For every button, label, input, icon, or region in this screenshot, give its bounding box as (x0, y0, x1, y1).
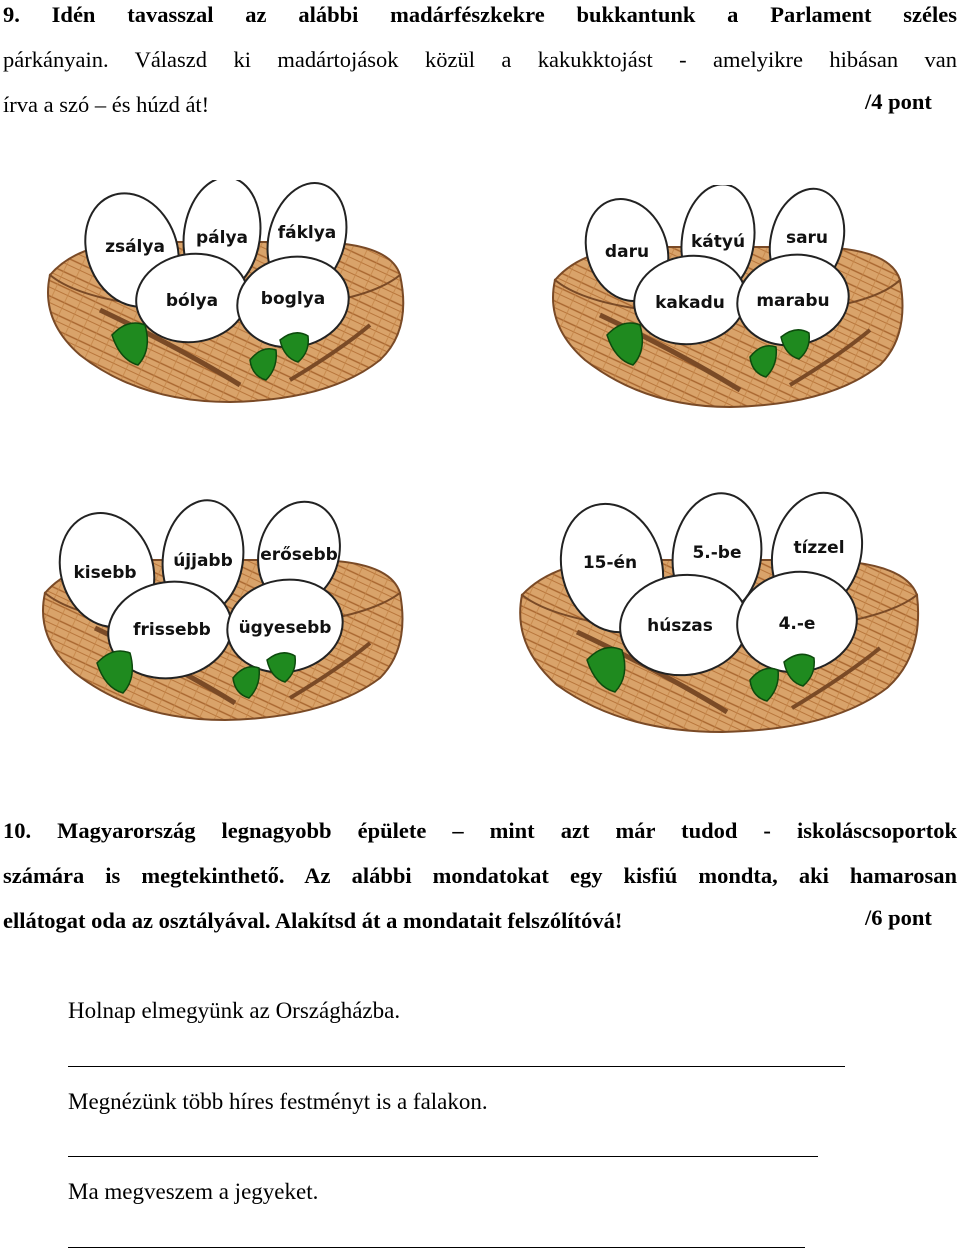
egg-label: frissebb (133, 620, 211, 640)
task10-line-2: számára is megtekinthető. Az alábbi mondatokat egy kisfiú mondta, aki hamarosan (3, 863, 957, 888)
nest-2 (545, 185, 910, 410)
egg-label: újjabb (173, 551, 233, 571)
egg-label: saru (785, 228, 829, 248)
egg-label: bólya (165, 291, 219, 311)
egg-label: pálya (195, 228, 249, 248)
task9-points: /4 pont (865, 89, 932, 114)
task9-line-1: 9. Idén tavasszal az alábbi madárfészkekre bukkantunk a Parlament széles (3, 2, 957, 27)
sentence-1: Holnap elmegyünk az Országházba. (68, 998, 401, 1023)
task9-line-3: írva a szó – és húzd át! (3, 92, 210, 117)
egg-label: kisebb (73, 563, 137, 583)
egg-label: fáklya (277, 223, 337, 243)
egg-label: húszas (647, 616, 713, 636)
sentence-2: Megnézünk több híres festményt is a falakon. (68, 1089, 488, 1114)
egg-label: kakadu (655, 293, 725, 313)
nest-4 (512, 490, 930, 735)
task9-line-2: párkányain. Válaszd ki madártojások közül a kakukktojást - amelyikre hibásan van (3, 47, 957, 72)
egg-label: 5.-be (692, 543, 742, 563)
answer-line-1[interactable] (68, 1066, 845, 1067)
egg-label: boglya (260, 289, 326, 309)
egg-label: erősebb (260, 545, 338, 565)
task9-text (3, 0, 957, 127)
task10-line-1: 10. Magyarország legnagyobb épülete – mint azt már tudod - iskoláscsoportok (3, 818, 957, 843)
task10-points: /6 pont (865, 905, 932, 930)
egg-label: ügyesebb (238, 618, 332, 638)
egg-label: 4.-e (778, 614, 816, 634)
egg-label: zsálya (105, 237, 165, 257)
egg-label: daru (604, 242, 650, 262)
task10-text (3, 808, 957, 943)
egg-label: 15-én (582, 553, 638, 573)
nest-1 (40, 180, 410, 405)
answer-line-2[interactable] (68, 1156, 818, 1157)
nest-3 (35, 498, 410, 723)
egg-label: marabu (756, 291, 830, 311)
egg-label: kátyú (690, 232, 746, 252)
egg-label: tízzel (793, 538, 845, 558)
sentence-3: Ma megveszem a jegyeket. (68, 1179, 319, 1204)
answer-line-3[interactable] (68, 1247, 805, 1248)
task10-line-3: ellátogat oda az osztályával. Alakítsd át a mondatait felszólítóvá! (3, 908, 623, 933)
